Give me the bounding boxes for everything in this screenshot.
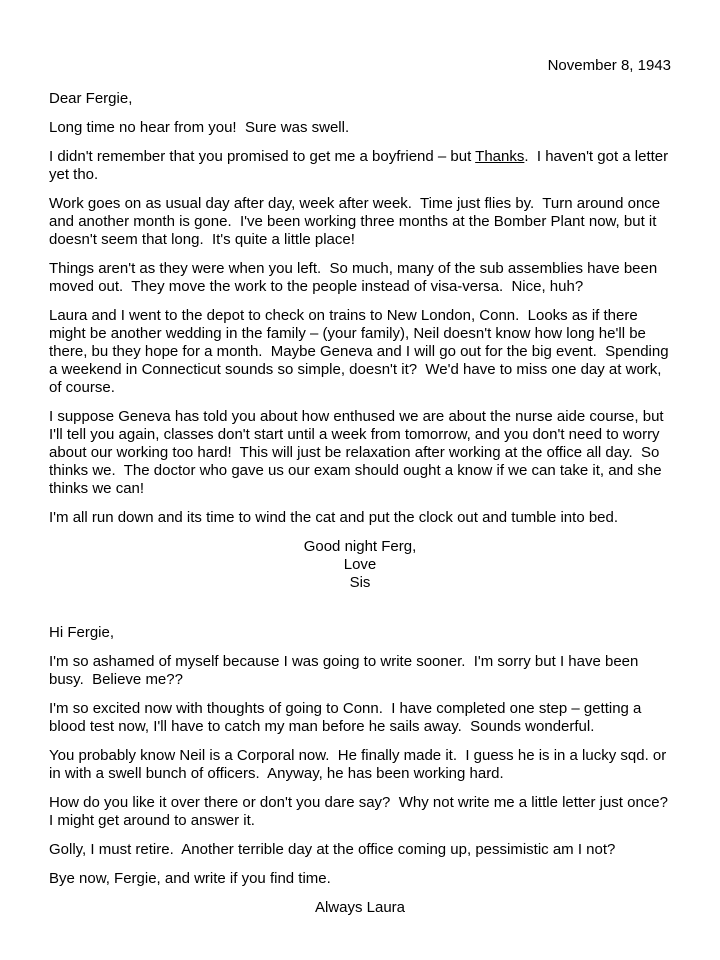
salutation: Hi Fergie, [49, 624, 115, 641]
letter-1 [49, 90, 671, 592]
paragraph: Work goes on as usual day after day, week after week. Time just flies by. Turn around once and another month is gone. I've been working three months at the Bomber Plant now, but it doesn't seem that long. It's quite a little place! [49, 195, 665, 248]
closing-block [49, 538, 671, 592]
paragraph: Bye now, Fergie, and write if you find time. [49, 870, 331, 887]
paragraph: I suppose Geneva has told you about how enthused we are about the nurse aide course, but I'll tell you again, classes don't start until a week from tomorrow, and you don't need to worry about our working too hard! This will just be relaxation after working at the office all day. So thinks we. The doctor who gave us our exam should ought a know if we can take it, and she thinks we can! [49, 408, 668, 497]
closing-line: Sis [349, 574, 371, 591]
paragraph: Laura and I went to the depot to check on trains to New London, Conn. Looks as if there might be another wedding in the family – (your family), Neil doesn't know how long he'll be there, bu they hope for a month. Maybe Geneva and I will go out for the big event. Spending a weekend in Connecticut sounds so simple, doesn't it? We'd have to miss one day at work, of course. [49, 307, 673, 396]
paragraph-text: . I haven't got a letter yet tho. [49, 148, 673, 183]
paragraph: Things aren't as they were when you left. So much, many of the sub assemblies have been moved out. They move the work to the people instead of visa-versa. Nice, huh? [49, 260, 662, 295]
signature: Always Laura [314, 899, 406, 916]
underlined-word: Thanks [475, 148, 525, 165]
letter-2 [49, 624, 677, 917]
closing-line: Good night Ferg, [303, 538, 417, 555]
paragraph: I'm all run down and its time to wind the cat and put the clock out and tumble into bed. [49, 509, 619, 526]
paragraph-text: I didn't remember that you promised to get me a boyfriend – but [49, 148, 476, 165]
paragraph: Golly, I must retire. Another terrible day at the office coming up, pessimistic am I not? [49, 841, 616, 858]
salutation: Dear Fergie, [49, 90, 133, 107]
paragraph: I'm so excited now with thoughts of going to Conn. I have completed one step – getting a blood test now, I'll have to catch my man before he sails away. Sounds wonderful. [49, 700, 646, 735]
date-line: November 8, 1943 [547, 57, 671, 74]
paragraph: You probably know Neil is a Corporal now. He finally made it. I guess he is in a lucky sqd. or in with a swell bunch of officers. Anyway, he has been working hard. [49, 747, 671, 782]
closing-line: Love [343, 556, 377, 573]
paragraph: How do you like it over there or don't you dare say? Why not write me a little letter just once? I might get around to answer it. [49, 794, 677, 829]
paragraph: Long time no hear from you! Sure was swell. [49, 119, 350, 136]
paragraph [49, 148, 671, 184]
paragraph: I'm so ashamed of myself because I was going to write sooner. I'm sorry but I have been busy. Believe me?? [49, 653, 643, 688]
